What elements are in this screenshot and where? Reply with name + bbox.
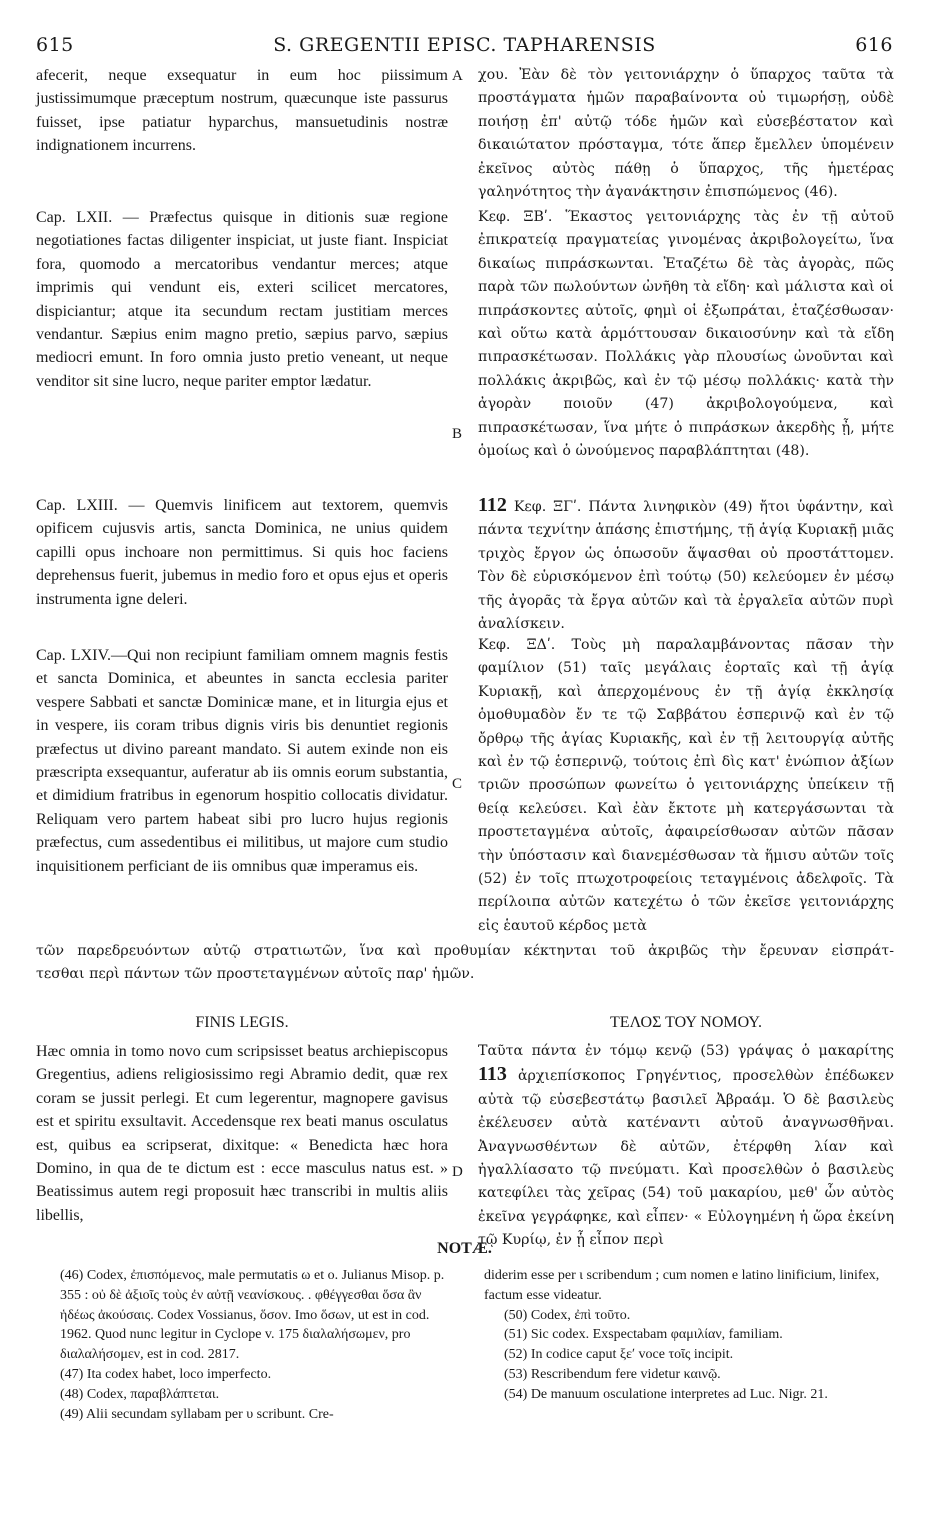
greek-kef-64: Κεφ. ΞΔʹ. Τοὺς μὴ παραλαμβάνοντας πᾶσαν τὴν φαμίλιον (51) ταῖς μεγάλαις ἑορταῖς καὶ τῇ ἁγίᾳ Κυριακῇ, καὶ ἀπερχομένους ἐν τῇ ἁγίᾳ ἐκκλησίᾳ ὁμοθυμαδὸν ἔν τε τῷ Σαββάτου ἑσπερινῷ καὶ ἐν τῷ ὄρθρῳ τῆς ἁγίας Κυριακῆς, καὶ ἐν τῇ λειτουργίᾳ αὐτῆς καὶ ἐν τῷ ἑσπερινῷ, τούτοις ἐπὶ δὶς κατ' ἐνώπιον ἀξίων τριῶν προσώπων φωνείτω ὁ γειτονιάρχης ὑπείκειν τῇ θείᾳ κελεύσει. Καὶ ἐὰν ἔκτοτε μὴ κατεργάσωνται τὰ προστεταγμένα αὐτοῖς, ἀφαιρείσθωσαν αὐτῶν πᾶσαν τὴν ὑπόστασιν καὶ διανεμέσθωσαν τὰ ἥμισυ αὐτῶν τοῖς (52) ἐν τοῖς πτωχοτροφείοις τεταγμένοις ἀδελφοῖς. Τὰ περίλοιπα αὐτῶν κατεχέτω ὁ τῶν ἐκεῖσε γειτονιάρχης εἰς ἑαυτοῦ κέρδος μετὰ: [478, 637, 894, 934]
page-number-left: 615: [36, 34, 74, 56]
greek-span-line-2: τεσθαι περὶ πάντων τῶν προστεταγμένων αὐτοῖς παρ' ἡμῶν.: [36, 966, 475, 983]
note-52: (52) In codice caput ξεʹ voce τοῖς incipit.: [504, 1347, 734, 1363]
note-48: (48) Codex, παραβλάπτεται.: [60, 1386, 220, 1402]
latin-block-5: [36, 1040, 448, 1227]
finis-legis-heading: FINIS LEGIS.: [195, 1014, 289, 1031]
notae-heading: NOTÆ.: [437, 1240, 492, 1257]
greek-paragraph-1: χου. Ἐὰν δὲ τὸν γειτονιάρχην ὁ ὕπαρχος ταῦτα τὰ προστάγματα ἡμῶν παραβαίνοντα οὐ τιμωρήσῃ, οὐδὲ ποιήσῃ ἐπ' αὐτῷ τόδε ἡμῶν καὶ εὐσεβέστατον καὶ δικαιώτατον πρόσταγμα, τότε ἅπερ ἔμελλεν ὑπομένειν ἐκεῖνος αὐτὸς πάθῃ ὁ ὕπαρχος, τῆς ἡμετέρας γαληνότητος τὴν ἀγανάκτησιν ἐπισπώμενος (46).: [478, 67, 894, 201]
greek-block-3: [478, 494, 894, 636]
latin-block-2: [36, 206, 448, 393]
note-46: (46) Codex, ἐπισπόμενος, male permutatis ω et ο. Julianus Misop. p. 355 : οὐ δὲ ἀξιοῖς τοὺς ἐν αὐτῇ νεανίσκους. . φθέγγεσθαι ὅσα ἂν ἡδέως ἀκούσαις. Codex Vossianus, ὅσον. Imo ὅσων, ut est in cod. 1962. Quod nunc legitur in Cyclope v. 175 διαλαλήσωμεν, pro διαλαλήσομεν, est in cod. 2817.: [60, 1268, 445, 1363]
latin-cap-62: Cap. LXII. — Præfectus quisque in ditionis suæ regione negotiationes factas diligenter inspiciat, ut juste fiant. Inspiciat fora, quomodo a mercatoribus vendantur merces; atque imprimis qui vendunt eis, exteri scilicet mercatores, dispiciantur; atque ita secundum rectam justitiam merces vendantur. Sæpius enim magno pretio, sæpius parvo, sæpius mediocri emunt. In foro omnia justo pretio veneant, ut neque venditor sit sine lucro, neque pariter emptor lædatur.: [36, 209, 448, 390]
margin-letter-a: A: [452, 68, 463, 84]
running-title: S. GREGENTII EPISC. TAPHARENSIS: [273, 34, 656, 56]
greek-span-line-1: τῶν παρεδρευόντων αὐτῷ στρατιωτῶν, ἵνα καὶ προθυμίαν κέκτηνται τοῦ ἀκριβῶς τὴν ἔρευναν εἰσπράτ-: [36, 943, 894, 959]
margin-letter-c: C: [452, 776, 463, 792]
greek-kef-63: [478, 494, 894, 636]
page-number-right: 616: [855, 34, 893, 56]
notes-right: [484, 1266, 894, 1405]
note-49: (49) Alii secundam syllabam per υ scribunt. Cre-: [60, 1406, 334, 1422]
notes-left: [40, 1266, 450, 1424]
note-54: (54) De manuum osculatione interpretes ad Luc. Nigr. 21.: [504, 1386, 828, 1402]
latin-block-1: [36, 64, 448, 158]
greek-span-block: [36, 940, 894, 987]
note-47: (47) Ita codex habet, loco imperfecto.: [60, 1366, 272, 1382]
note-49-cont: diderim esse per ι scribendum ; cum nomen e latino linificium, linifex, factum esse videatur.: [484, 1268, 880, 1303]
margin-letter-b: B: [452, 426, 463, 442]
greek-kef-63-text: Κεφ. ΞΓʹ. Πάντα λινηφικὸν (49) ἤτοι ὑφάντην, καὶ πάντα τεχνίτην ἁπάσης ἐπιστήμης, τῇ ἁγίᾳ Κυριακῇ μιᾶς τριχὸς ἔργον ὡς ὁπωσοῦν ἅψασθαι οὐ προστάττομεν. Τὸν δὲ εὑρισκόμενον ἐπὶ τούτῳ (50) κελεύομεν ἐν μέσῳ τῆς ἀγορᾶς τὰ ἔργα αὐτῶν καὶ τὰ ἐργαλεῖα αὐτῶν πυρὶ ἀναλίσκειν.: [478, 499, 894, 633]
greek-final-paragraph: [478, 1040, 894, 1253]
latin-cap-63: Cap. LXIII. — Quemvis linificem aut textorem, quemvis opificem cujusvis artis, sancta Dominica, ne unius quidem capilli opus inchoare non permittimus. Si quis hoc faciens deprehensus fuerit, jubemus in medio foro et opus ejus et operis instrumenta igne deleri.: [36, 497, 448, 608]
greek-block-5: [478, 1040, 894, 1253]
latin-cap-64: Cap. LXIV.—Qui non recipiunt familiam omnem magnis festis et sancta Dominica, et abeuntes in sancta ecclesia pariter vespere Sabbati et sanctæ Dominicæ mane, et in liturgia ejus et in vespere, iis coram tribus dignis viris bis denuntiet regionis præfectus ut divino pareant mandato. Si autem exinde non eis præscripta exsequantur, auferatur ab iis omnis eorum substantia, et dimidium fratribus in egenorum hospitio collocatis dividatur. Reliquam vero partem habeat sibi pro lucro hujus regionis præfectus, cum assedentibus ei militibus, ut majore cum studio inquisitionem perficiant de iis omnibus quæ imperamus eis.: [36, 647, 448, 875]
latin-block-4: [36, 644, 448, 878]
note-50: (50) Codex, ἐπὶ τοῦτο.: [504, 1307, 631, 1323]
greek-kef-62: Κεφ. ΞΒʹ. Ἕκαστος γειτονιάρχης τὰς ἐν τῇ αὐτοῦ ἐπικρατείᾳ πραγματείας γινομένας ἀκριβολογείτω, ἵνα δικαίως πιπράσκωνται. Ἐταζέτω δὲ τὰς ἀγορὰς, πῶς παρὰ τῶν πωλούντων ὠνῆθη τὰ εἴδη· καὶ μάλιστα καὶ οἱ πιπράσκοντες αὐτοῖς, φημὶ οἱ ἐξωπράται, ἐταζέσθωσαν· καὶ οὕτω κατὰ ἁρμόττουσαν δικαιοσύνην καὶ τὰ εἴδη πιπρασκέτωσαν. Πολλάκις γὰρ πλουσίως ὠνοῦνται καὶ πολλάκις ἀκριβῶς, καὶ ἐν τῷ μέσῳ πολλάκις· κατὰ τὴν ἀγορὰν ποιοῦν (47) ἀκριβολογούμενα, καὶ πιπρασκέτωσαν, ἵνα μήτε ὁ πιπράσκων ἀκερδὴς ᾖ, μήτε ὁμοίως καὶ ὁ ὠνούμενος παραβλάπτηται (48).: [478, 209, 894, 460]
note-53: (53) Rescribendum fere videtur καινῷ.: [504, 1366, 721, 1382]
note-51: (51) Sic codex. Exspectabam φαμιλίαν, familiam.: [504, 1327, 783, 1343]
greek-block-2: [478, 206, 894, 463]
greek-final-b: ἀρχιεπίσκοπος Γρηγέντιος, προσελθὼν ἐπέδωκεν αὐτὰ τῷ εὐσεβεστάτῳ βασιλεῖ Ἀβραάμ. Ὁ δὲ βασιλεὺς ἐκέλευσεν αὐτὰ κατέναντι αὐτοῦ ἀναγνωσθῆναι. Ἀναγνωσθέντων δὲ αὐτῶν, ἐτέρφθη λίαν καὶ ἠγαλλίασατο τῷ πνεύματι. Καὶ προσελθὼν ὁ βασιλεὺς κατεφίλει τὰς χεῖρας (54) τοῦ μακαρίου, μεθ' ὧν αὐτὸς ἐκεῖνα γεγράφηκε, καὶ εἶπεν· « Εὐλογημένη ἡ ὥρα ἐκείνη τῷ Κυρίῳ, ἐν ᾗ εἶπον περὶ: [478, 1068, 894, 1249]
telos-heading: ΤΕΛΟΣ ΤΟΥ ΝΟΜΟΥ.: [610, 1014, 762, 1031]
greek-block-4: [478, 634, 894, 938]
greek-block-1: [478, 64, 894, 204]
greek-final-a: Ταῦτα πάντα ἐν τόμῳ κενῷ (53) γράψας ὁ μακαρίτης: [478, 1043, 894, 1059]
latin-paragraph-1: afecerit, neque exsequatur in eum hoc piissimum justissimumque præceptum nostrum, quæcunque iste passurus fuisset, ipse patiatur hyparchus, mansuetudinis nostræ indignationem incurrens.: [36, 67, 448, 155]
column-number-112: 112: [478, 494, 507, 516]
margin-letter-d: D: [452, 1164, 463, 1180]
column-number-113: 113: [478, 1063, 507, 1086]
latin-block-3: [36, 494, 448, 611]
latin-final-paragraph: Hæc omnia in tomo novo cum scripsisset beatus archiepiscopus Gregentius, adiens religiosissimo regi Abramio dedit, quæ rex coram se jussit perlegi. Et cum legerentur, magnopere gavisus est et spiritu exsultavit. Accedensque rex beati manus osculatus est, quibus ea scripserat, dixitque: « Benedicta hæc hora Domino, in qua de te dictum est : ecce masculus natus est. » Beatissimus autem regi proposuit hæc transcribi in multis aliis libellis,: [36, 1043, 448, 1224]
